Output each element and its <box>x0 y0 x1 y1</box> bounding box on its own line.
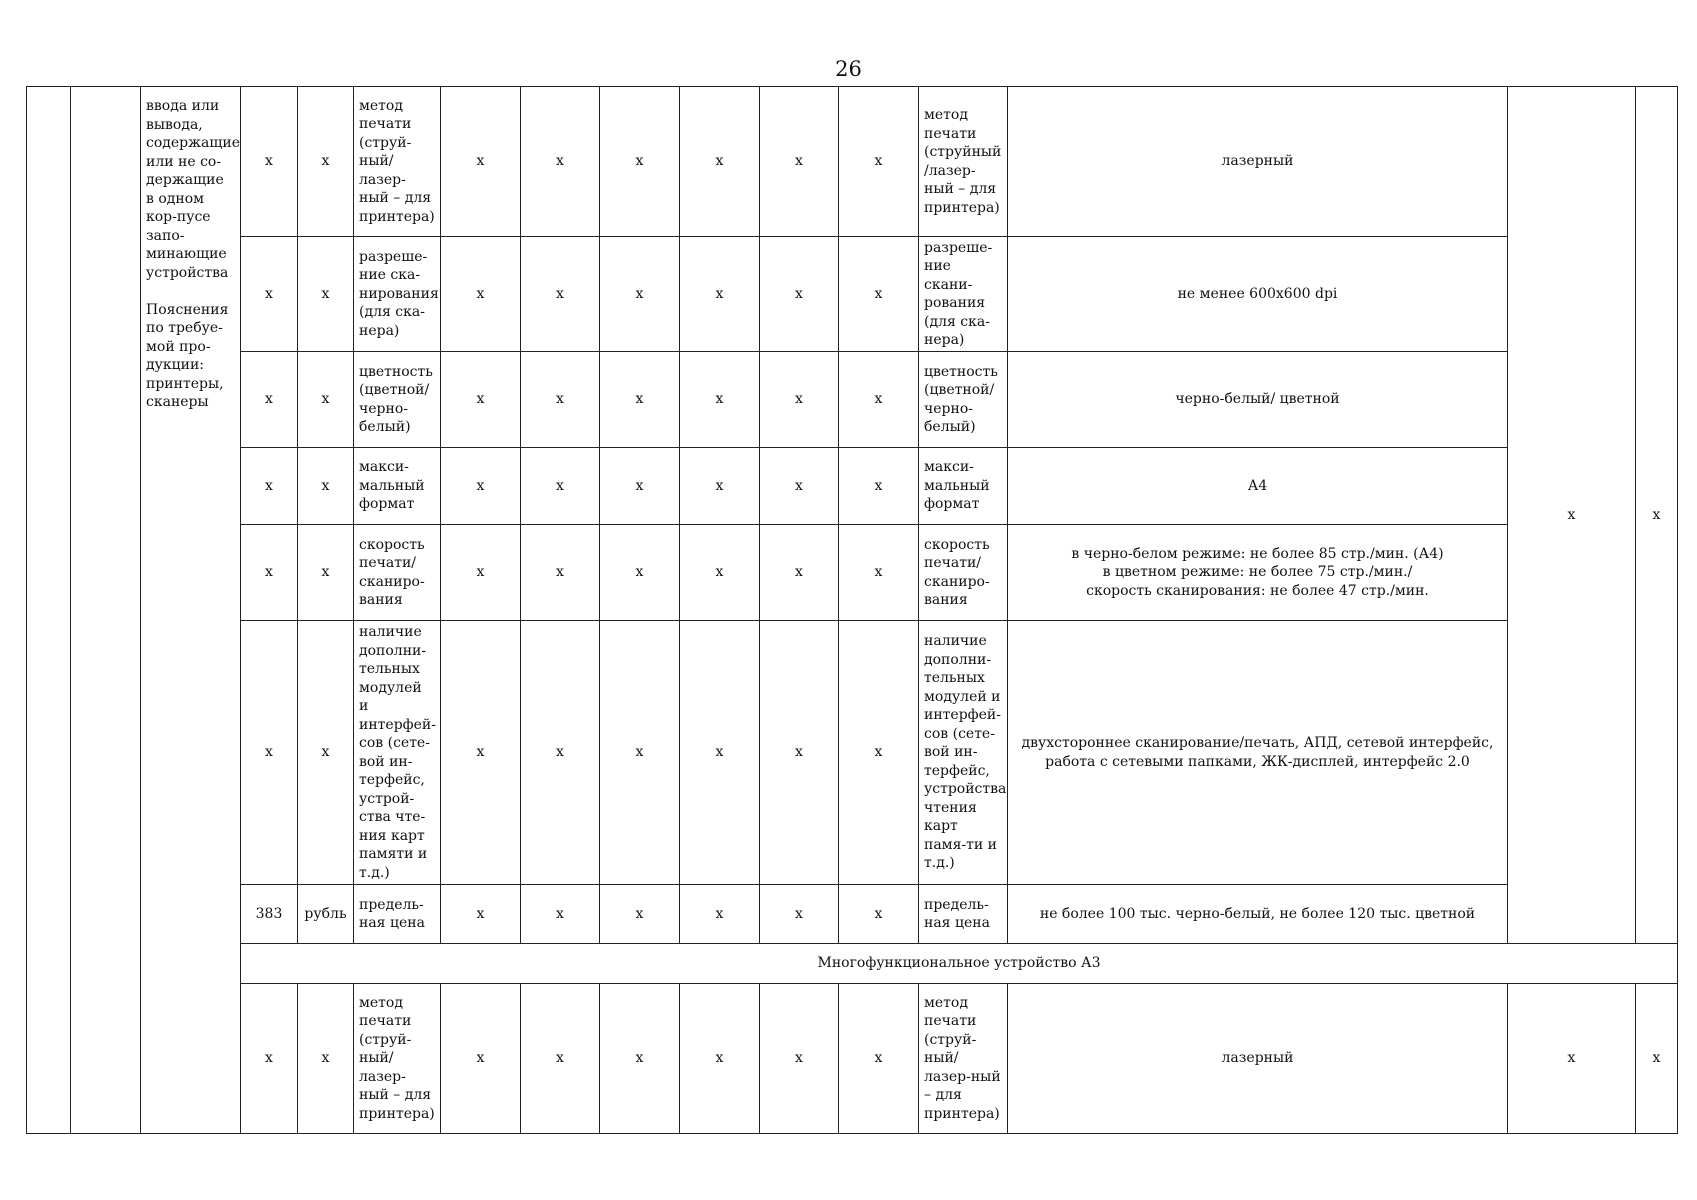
characteristic-cell: метод печати (струй-ный/ лазер-ный – для принтера) <box>354 984 441 1134</box>
code-cell: x <box>241 525 298 621</box>
section-heading-row <box>27 944 1678 984</box>
table-row <box>27 237 1678 352</box>
value-cell: в черно-белом режиме: не более 85 стр./мин. (А4) в цветном режиме: не более 75 стр./мин./ скорость сканирования: не более 47 стр./мин. <box>1008 525 1508 621</box>
mark-cell: x <box>839 621 919 885</box>
mark-cell: x <box>760 448 839 525</box>
requirements-table <box>26 86 1678 1134</box>
value-cell: не более 100 тыс. черно-белый, не более 120 тыс. цветной <box>1008 885 1508 944</box>
mark-cell: x <box>839 448 919 525</box>
mark-cell: x <box>600 525 680 621</box>
mark-cell: x <box>680 237 760 352</box>
characteristic-cell: наличие дополни-тельных модулей и интерфей-сов (сете-вой ин-терфейс, устрой-ства чте-ния карт памяти и т.д.) <box>354 621 441 885</box>
code-cell: x <box>241 87 298 237</box>
mark-cell: x <box>441 237 521 352</box>
mark-cell: x <box>521 621 600 885</box>
mark-cell: x <box>600 87 680 237</box>
mark-cell: x <box>1508 87 1636 944</box>
characteristic-cell: предель-ная цена <box>354 885 441 944</box>
code-cell: x <box>241 984 298 1134</box>
characteristic-repeat-cell: скорость печати/ сканиро-вания <box>919 525 1008 621</box>
mark-cell: x <box>521 237 600 352</box>
mark-cell: x <box>839 885 919 944</box>
characteristic-cell: макси-мальный формат <box>354 448 441 525</box>
mark-cell: x <box>600 984 680 1134</box>
mark-cell: x <box>600 621 680 885</box>
mark-cell: x <box>441 621 521 885</box>
mark-cell: x <box>680 621 760 885</box>
empty-code-cell <box>71 87 141 1134</box>
empty-number-cell <box>27 87 71 1134</box>
value-cell: лазерный <box>1008 984 1508 1134</box>
mark-cell: x <box>521 87 600 237</box>
mark-cell: x <box>680 525 760 621</box>
characteristic-repeat-cell: метод печати (струй-ный/ лазер-ный – для принтера) <box>919 984 1008 1134</box>
characteristic-repeat-cell: разреше-ние скани-рования (для ска-нера) <box>919 237 1008 352</box>
mark-cell: x <box>600 448 680 525</box>
unit-cell: x <box>298 237 354 352</box>
value-cell: А4 <box>1008 448 1508 525</box>
characteristic-cell: разреше-ние ска-нирования (для ска-нера) <box>354 237 441 352</box>
mark-cell: x <box>760 352 839 448</box>
unit-cell: x <box>298 525 354 621</box>
mark-cell: x <box>760 885 839 944</box>
mark-cell: x <box>680 984 760 1134</box>
characteristic-repeat-cell: метод печати (струйный /лазер-ный – для принтера) <box>919 87 1008 237</box>
table-row <box>27 621 1678 885</box>
characteristic-repeat-cell: макси-мальный формат <box>919 448 1008 525</box>
page-number: 26 <box>835 57 862 81</box>
mark-cell: x <box>600 885 680 944</box>
code-cell: x <box>241 448 298 525</box>
unit-cell: x <box>298 448 354 525</box>
value-cell: черно-белый/ цветной <box>1008 352 1508 448</box>
code-cell: x <box>241 352 298 448</box>
mark-cell: x <box>521 352 600 448</box>
mark-cell: x <box>760 237 839 352</box>
mark-cell: x <box>441 87 521 237</box>
mark-cell: x <box>760 621 839 885</box>
unit-cell: x <box>298 87 354 237</box>
mark-cell: x <box>521 525 600 621</box>
mark-cell: x <box>839 525 919 621</box>
mark-cell: x <box>839 237 919 352</box>
unit-cell: x <box>298 621 354 885</box>
category-description: ввода или вывода, содержащие или не со-держащие в одном кор-пусе запо-минающие устройства Пояснения по требуе-мой про-дукции: принтеры, сканеры <box>141 87 241 1134</box>
mark-cell: x <box>441 885 521 944</box>
mark-cell: x <box>1508 984 1636 1134</box>
value-cell: двухстороннее сканирование/печать, АПД, сетевой интерфейс, работа с сетевыми папками, ЖК-дисплей, интерфейс 2.0 <box>1008 621 1508 885</box>
characteristic-cell: цветность (цветной/ черно-белый) <box>354 352 441 448</box>
mark-cell: x <box>521 448 600 525</box>
mark-cell: x <box>600 237 680 352</box>
mark-cell: x <box>600 352 680 448</box>
characteristic-repeat-cell: предель-ная цена <box>919 885 1008 944</box>
mark-cell: x <box>839 352 919 448</box>
table-row <box>27 352 1678 448</box>
value-cell: не менее 600x600 dpi <box>1008 237 1508 352</box>
unit-cell: x <box>298 352 354 448</box>
mark-cell: x <box>680 885 760 944</box>
mark-cell: x <box>839 984 919 1134</box>
unit-cell: рубль <box>298 885 354 944</box>
mark-cell: x <box>441 525 521 621</box>
table-row <box>27 448 1678 525</box>
mark-cell: x <box>521 984 600 1134</box>
characteristic-repeat-cell: наличие дополни-тельных модулей и интерфей-сов (сете-вой ин-терфейс, устройства чтения карт памя-ти и т.д.) <box>919 621 1008 885</box>
value-cell: лазерный <box>1008 87 1508 237</box>
table-row <box>27 525 1678 621</box>
code-cell: x <box>241 621 298 885</box>
mark-cell: x <box>760 525 839 621</box>
code-cell: 383 <box>241 885 298 944</box>
unit-cell: x <box>298 984 354 1134</box>
mark-cell: x <box>760 87 839 237</box>
section-heading: Многофункциональное устройство А3 <box>241 944 1678 984</box>
table-row <box>27 984 1678 1134</box>
mark-cell: x <box>441 448 521 525</box>
code-cell: x <box>241 237 298 352</box>
mark-cell: x <box>839 87 919 237</box>
mark-cell: x <box>680 448 760 525</box>
characteristic-cell: метод печати (струй-ный/ лазер-ный – для принтера) <box>354 87 441 237</box>
mark-cell: x <box>680 87 760 237</box>
mark-cell: x <box>680 352 760 448</box>
table-row <box>27 885 1678 944</box>
mark-cell: x <box>441 984 521 1134</box>
characteristic-repeat-cell: цветность (цветной/ черно-белый) <box>919 352 1008 448</box>
mark-cell: x <box>1636 984 1678 1134</box>
mark-cell: x <box>521 885 600 944</box>
mark-cell: x <box>760 984 839 1134</box>
table-row <box>27 87 1678 237</box>
characteristic-cell: скорость печати/ сканиро-вания <box>354 525 441 621</box>
mark-cell: x <box>441 352 521 448</box>
mark-cell: x <box>1636 87 1678 944</box>
